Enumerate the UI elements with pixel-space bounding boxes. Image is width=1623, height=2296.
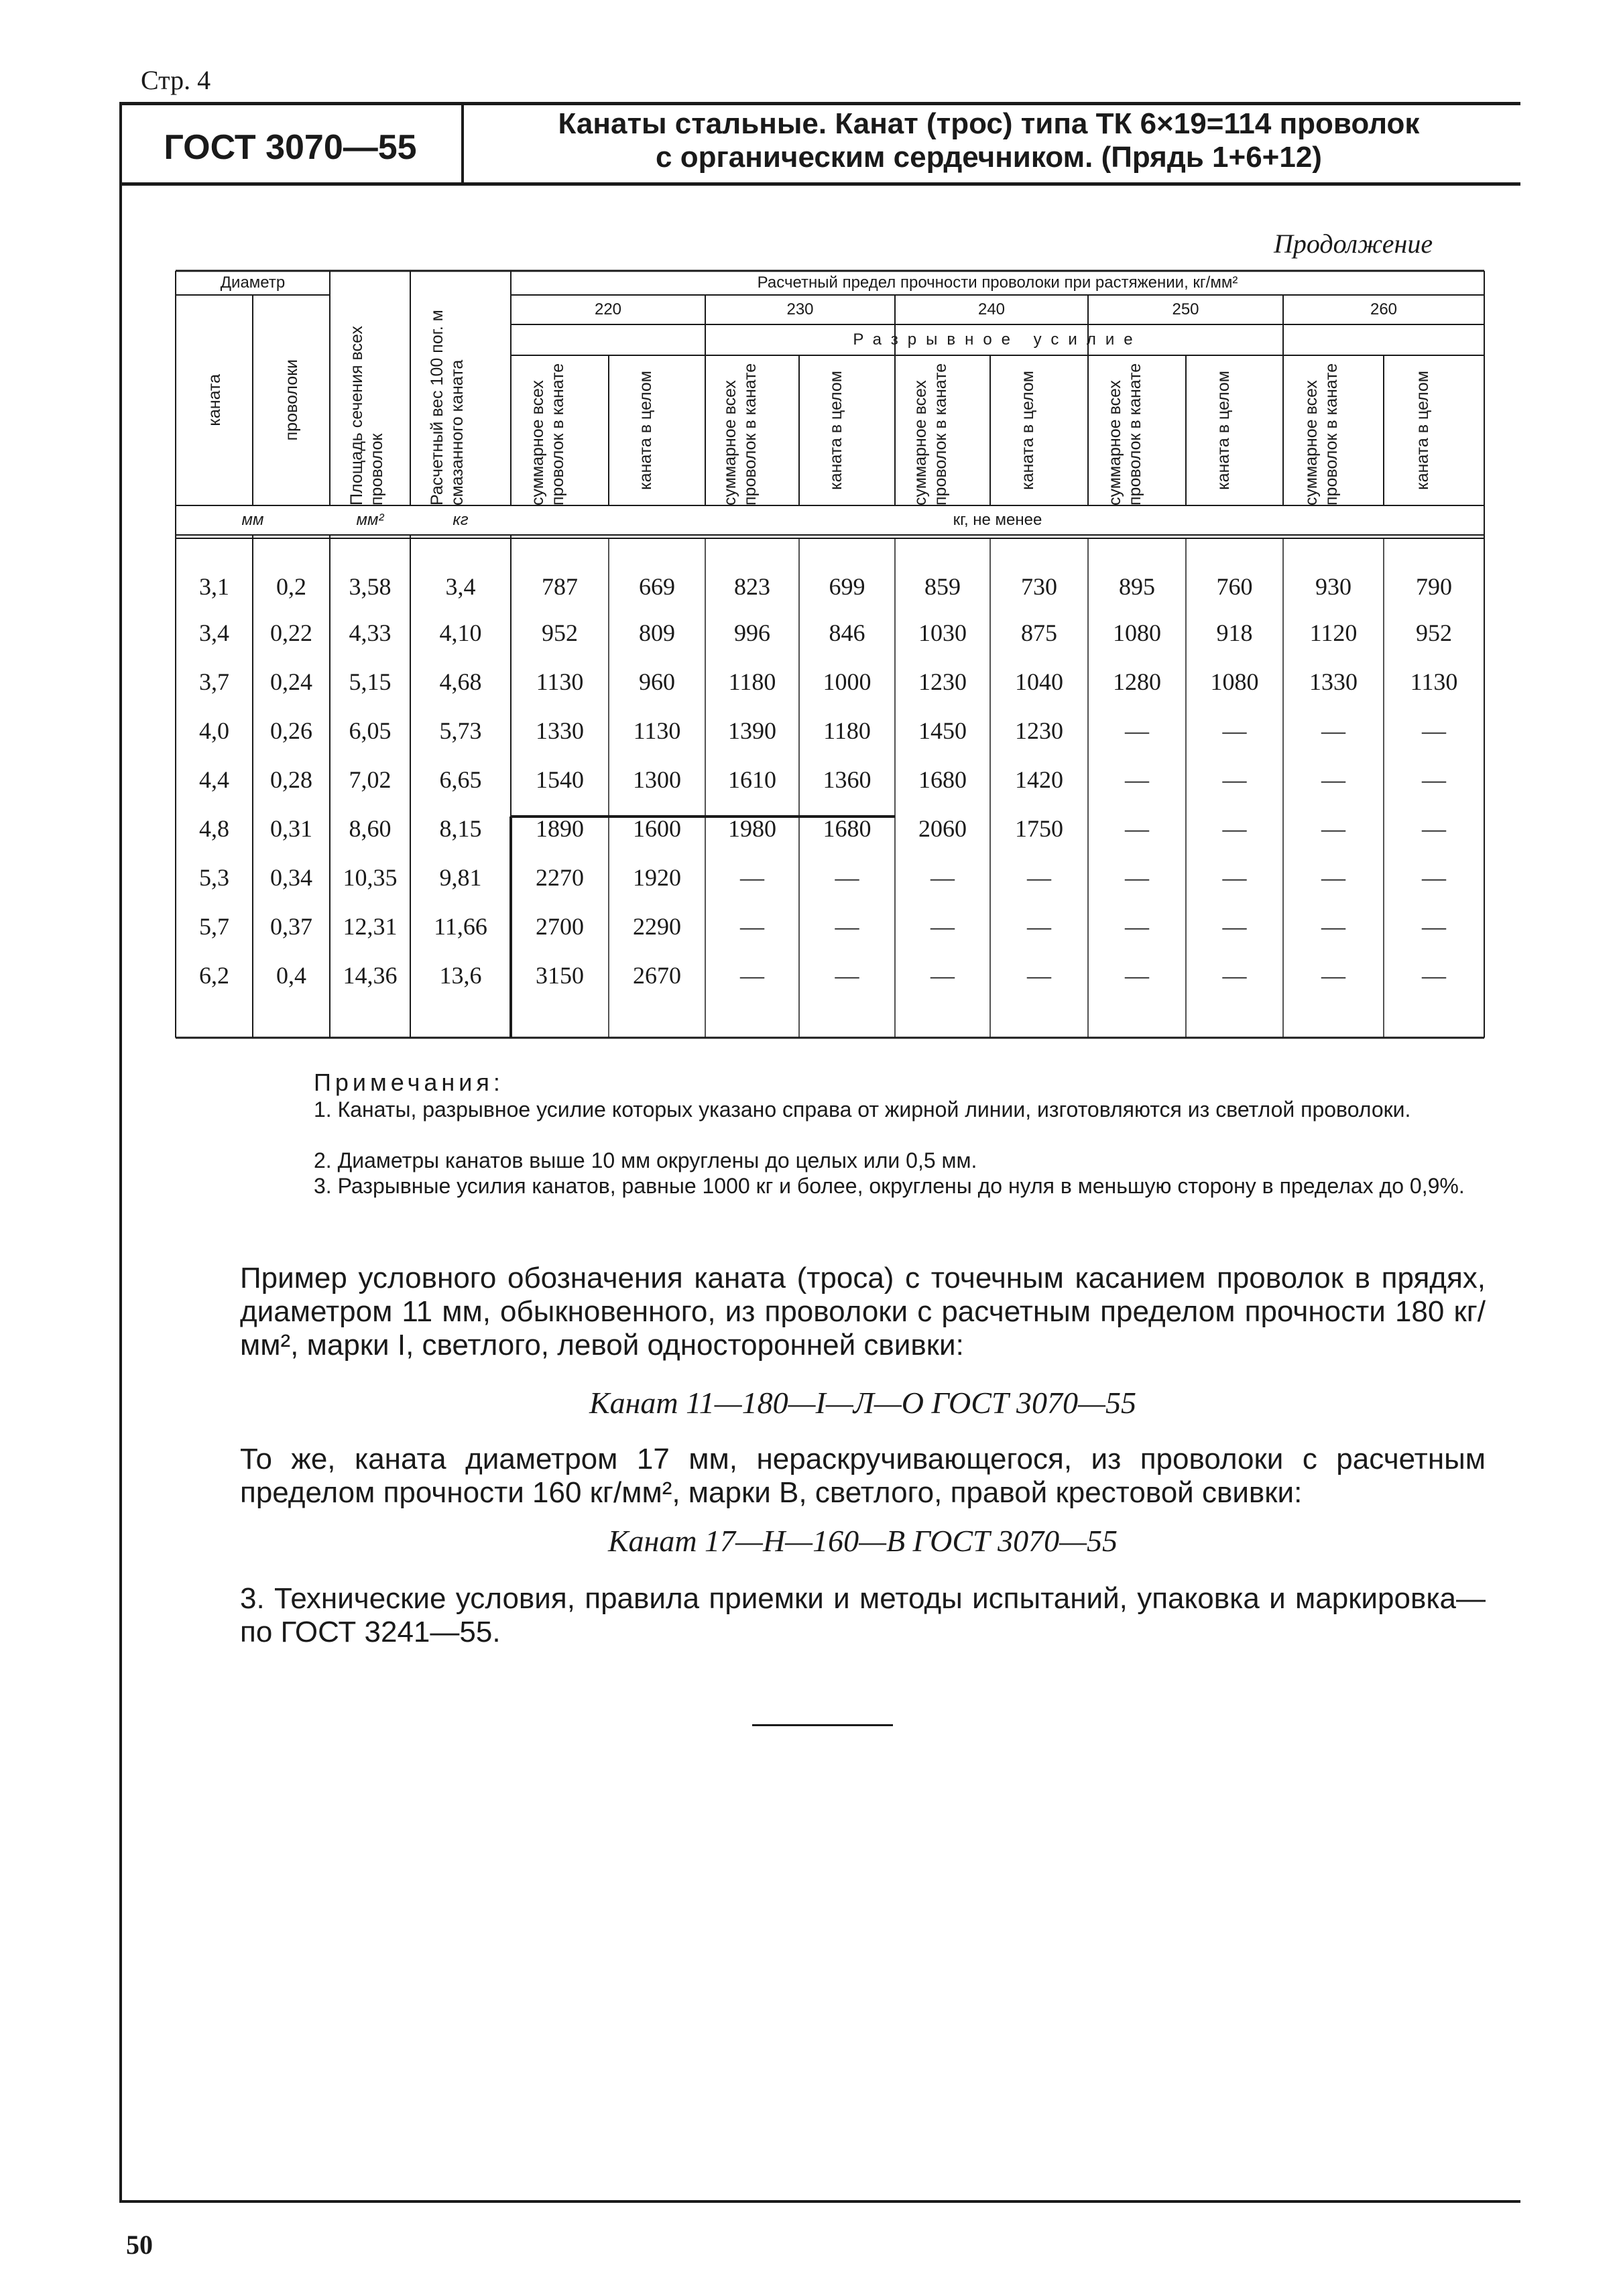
table-cell: 952 <box>542 619 578 646</box>
table-cell: 1420 <box>1015 766 1063 793</box>
table-cell: 2060 <box>918 814 967 842</box>
note-3: 3. Разрывные усилия канатов, равные 1000 кг и более, округлены до нуля в меньшую сторону в пределах до 0,9%. <box>314 1174 1465 1198</box>
table-cell: — <box>1422 814 1446 842</box>
example-designation: Канат 11—180—I—Л—О ГОСТ 3070—55 <box>589 1386 1136 1420</box>
table-cell: 895 <box>1119 572 1155 600</box>
table-cell: 730 <box>1021 572 1057 600</box>
subheader-text: суммарное всех проволок в канате <box>528 363 567 505</box>
table-cell: 1920 <box>633 863 681 891</box>
table-cell: 1600 <box>633 814 681 842</box>
table-cell: 11,66 <box>434 912 487 940</box>
table-cell: 1680 <box>918 766 967 793</box>
table-cell: 1130 <box>1410 668 1458 695</box>
table-cell: — <box>835 863 859 891</box>
table-cell: 787 <box>542 572 578 600</box>
diameter-header: Диаметр <box>220 274 286 292</box>
table-cell: 930 <box>1315 572 1351 600</box>
table-cell: — <box>1125 766 1149 793</box>
table-cell: — <box>1125 814 1149 842</box>
table-cell: 669 <box>639 572 675 600</box>
table-cell: 3,58 <box>349 572 392 600</box>
table-cell: 1890 <box>536 814 584 842</box>
table-cell: 6,65 <box>439 766 482 793</box>
table-cell: 2700 <box>536 912 584 940</box>
table-cell: — <box>1321 961 1345 989</box>
col-header-wire <box>253 295 330 505</box>
table-cell: 0,24 <box>270 668 312 695</box>
subheader-rope-whole <box>990 355 1088 505</box>
subheader-text: суммарное всех проволок в канате <box>1105 363 1144 505</box>
table-cell: 2670 <box>633 961 681 989</box>
table-cell: 996 <box>734 619 770 646</box>
table-cell: 1750 <box>1015 814 1063 842</box>
table-cell: 12,31 <box>343 912 398 940</box>
subheader-rope-whole <box>799 355 895 505</box>
table-cell: — <box>1321 766 1345 793</box>
table-cell: — <box>740 961 764 989</box>
table-cell: — <box>740 912 764 940</box>
table-cell: 699 <box>829 572 865 600</box>
table-cell: 7,02 <box>349 766 392 793</box>
table-cell: — <box>1222 961 1247 989</box>
subheader-text: суммарное всех проволок в канате <box>911 363 950 505</box>
note-1: 1. Канаты, разрывное усилие которых указано справа от жирной линии, изготовляются из светлой проволоки. <box>314 1097 1411 1122</box>
table-cell: 1080 <box>1210 668 1259 695</box>
example2-text: То же, каната диаметром 17 мм, нераскручивающегося, из проволоки с расчетным пределом прочности 160 кг/мм², марки В, светлого, правой крестовой свивки: <box>240 1443 1486 1509</box>
table-cell: 1130 <box>633 717 681 744</box>
table-cell: — <box>1321 814 1345 842</box>
unit-mm2: мм² <box>356 511 384 529</box>
subheader-text: каната в целом <box>1018 371 1037 490</box>
table-cell: 918 <box>1216 619 1253 646</box>
strength-value-260: 260 <box>1370 300 1398 318</box>
table-cell: 3150 <box>536 961 584 989</box>
table-cell: 1230 <box>1015 717 1063 744</box>
table-cell: 9,81 <box>439 863 482 891</box>
table-cell: — <box>1321 912 1345 940</box>
subheader-total-wires <box>705 355 799 505</box>
table-cell: 3,4 <box>199 619 229 646</box>
table-cell: 0,2 <box>276 572 306 600</box>
page-bottom-rule <box>119 2200 1520 2203</box>
table-cell: — <box>1027 912 1051 940</box>
subheader-total-wires <box>895 355 990 505</box>
table-cell: 1000 <box>823 668 871 695</box>
section-3-text: 3. Технические условия, правила приемки и методы испытаний, упаковка и маркировка—по ГОСТ 3241—55. <box>240 1582 1486 1648</box>
table-cell: 14,36 <box>343 961 398 989</box>
table-cell: 8,60 <box>349 814 392 842</box>
table-cell: 1120 <box>1309 619 1358 646</box>
table-cell: — <box>1422 961 1446 989</box>
title-line-1: Канаты стальные. Канат (трос) типа ТК 6×19=114 проволок <box>558 107 1420 140</box>
table-cell: 5,73 <box>439 717 482 744</box>
table-cell: 0,34 <box>270 863 312 891</box>
title-line-2: с органическим сердечником. (Прядь 1+6+12) <box>656 141 1322 174</box>
table-cell: — <box>1125 863 1149 891</box>
table-cell: — <box>1222 717 1247 744</box>
strength-value-220: 220 <box>594 300 622 318</box>
table-cell: — <box>930 863 955 891</box>
table-cell: 1330 <box>536 717 584 744</box>
page-number: 50 <box>126 2230 153 2260</box>
table-cell: 4,68 <box>439 668 482 695</box>
table-cell: 0,28 <box>270 766 312 793</box>
subheader-text: каната в целом <box>826 371 845 490</box>
table-cell: 5,15 <box>349 668 392 695</box>
table-cell: 846 <box>829 619 865 646</box>
table-cell: — <box>930 912 955 940</box>
notes-title: Примечания: <box>314 1069 504 1096</box>
table-cell: — <box>1222 863 1247 891</box>
table-cell: 6,2 <box>199 961 229 989</box>
page-left-border <box>119 102 122 2200</box>
unit-mm: мм <box>241 511 264 529</box>
subheader-rope-whole <box>609 355 705 505</box>
table-cell: 1130 <box>536 668 584 695</box>
note-2: 2. Диаметры канатов выше 10 мм округлены до целых или 0,5 мм. <box>314 1148 977 1172</box>
table-cell: 1390 <box>728 717 776 744</box>
table-cell: — <box>740 863 764 891</box>
continuation-label: Продолжение <box>1274 229 1433 259</box>
strength-value-230: 230 <box>786 300 814 318</box>
unit-kg: кг <box>453 511 469 529</box>
col-header-area <box>330 271 410 505</box>
table-cell: — <box>1027 961 1051 989</box>
table-cell: 3,7 <box>199 668 229 695</box>
table-cell: 960 <box>639 668 675 695</box>
end-rule <box>752 1724 893 1726</box>
col-header-wire-text: проволоки <box>282 359 301 441</box>
table-cell: 2290 <box>633 912 681 940</box>
table-cell: 1180 <box>823 717 871 744</box>
table-cell: 1330 <box>1309 668 1358 695</box>
table-cell: 0,31 <box>270 814 312 842</box>
breaking-force-header: Разрывное усилие <box>853 330 1142 349</box>
table-cell: 4,10 <box>439 619 482 646</box>
table-cell: 1230 <box>918 668 967 695</box>
table-cell: — <box>1125 717 1149 744</box>
table-cell: 859 <box>924 572 961 600</box>
strength-header: Расчетный предел прочности проволоки при растяжении, кг/мм² <box>757 274 1238 292</box>
table-cell: 0,4 <box>276 961 306 989</box>
table-cell: 0,37 <box>270 912 312 940</box>
subheader-text: каната в целом <box>1213 371 1233 490</box>
table-cell: 4,4 <box>199 766 229 793</box>
table-cell: 2270 <box>536 863 584 891</box>
table-cell: 809 <box>639 619 675 646</box>
table-cell: — <box>1125 912 1149 940</box>
col-header-rope <box>176 295 253 505</box>
table-cell: 0,26 <box>270 717 312 744</box>
table-cell: 3,1 <box>199 572 229 600</box>
table-cell: 823 <box>734 572 770 600</box>
table-cell: — <box>1222 766 1247 793</box>
header-top-rule <box>119 102 1520 105</box>
table-cell: 10,35 <box>343 863 398 891</box>
table-cell: 760 <box>1216 572 1253 600</box>
table-cell: 1680 <box>823 814 871 842</box>
col-header-area-text: Площадь сечения всех проволок <box>347 326 386 505</box>
table-cell: — <box>1422 912 1446 940</box>
standard-number: ГОСТ 3070—55 <box>164 128 417 167</box>
table-cell: — <box>1321 717 1345 744</box>
col-header-weight-text: Расчетный вес 100 пог. м смазанного каната <box>428 310 467 505</box>
table-cell: 0,22 <box>270 619 312 646</box>
subheader-total-wires <box>1088 355 1186 505</box>
strength-value-240: 240 <box>977 300 1006 318</box>
table-cell: 1030 <box>918 619 967 646</box>
table-cell: 1540 <box>536 766 584 793</box>
table-cell: — <box>1422 717 1446 744</box>
table-cell: 790 <box>1416 572 1452 600</box>
table-cell: 1280 <box>1113 668 1161 695</box>
table-cell: 952 <box>1416 619 1452 646</box>
table-cell: — <box>930 961 955 989</box>
table-cell: — <box>835 961 859 989</box>
table-cell: — <box>1422 766 1446 793</box>
strength-value-250: 250 <box>1172 300 1199 318</box>
subheader-rope-whole <box>1384 355 1484 505</box>
table-cell: 6,05 <box>349 717 392 744</box>
example-text: Пример условного обозначения каната (троса) с точечным касанием проволок в прядях, диаметром 11 мм, обыкновенного, из проволоки с расчетным пределом прочности 180 кг/мм², марки I, светлого, левой односторонней свивки: <box>240 1262 1486 1362</box>
subheader-total-wires <box>1283 355 1384 505</box>
subheader-total-wires <box>511 355 609 505</box>
table-cell: 1180 <box>728 668 776 695</box>
table-cell: 5,3 <box>199 863 229 891</box>
table-cell: 1610 <box>728 766 776 793</box>
table-cell: — <box>1422 863 1446 891</box>
table-cell: — <box>835 912 859 940</box>
table-cell: — <box>1222 814 1247 842</box>
rope-data-table <box>176 271 1484 1038</box>
table-cell: 1040 <box>1015 668 1063 695</box>
table-cell: 1080 <box>1113 619 1161 646</box>
subheader-text: каната в целом <box>1413 371 1432 490</box>
subheader-text: суммарное всех проволок в канате <box>1302 363 1341 505</box>
header-bottom-rule <box>119 182 1520 186</box>
table-cell: 4,33 <box>349 619 392 646</box>
page-label: Стр. 4 <box>141 65 211 95</box>
document-title <box>469 107 1508 181</box>
table-cell: 5,7 <box>199 912 229 940</box>
subheader-text: суммарное всех проволок в канате <box>721 363 760 505</box>
table-cell: — <box>1027 863 1051 891</box>
subheader-text: каната в целом <box>636 371 655 490</box>
table-cell: — <box>1125 961 1149 989</box>
table-cell: 875 <box>1021 619 1057 646</box>
col-header-weight <box>410 271 511 505</box>
table-cell: 1360 <box>823 766 871 793</box>
subheader-rope-whole <box>1186 355 1283 505</box>
unit-kg-min: кг, не менее <box>953 511 1042 529</box>
table-cell: 1450 <box>918 717 967 744</box>
table-cell: 4,8 <box>199 814 229 842</box>
col-header-rope-text: каната <box>204 374 224 426</box>
table-cell: 1980 <box>728 814 776 842</box>
table-cell: — <box>1321 863 1345 891</box>
table-cell: 13,6 <box>439 961 482 989</box>
header-divider <box>461 102 464 184</box>
table-cell: 4,0 <box>199 717 229 744</box>
table-cell: 1300 <box>633 766 681 793</box>
table-cell: 3,4 <box>445 572 476 600</box>
example2-designation: Канат 17—Н—160—В ГОСТ 3070—55 <box>607 1524 1118 1558</box>
table-cell: — <box>1222 912 1247 940</box>
table-cell: 8,15 <box>439 814 482 842</box>
